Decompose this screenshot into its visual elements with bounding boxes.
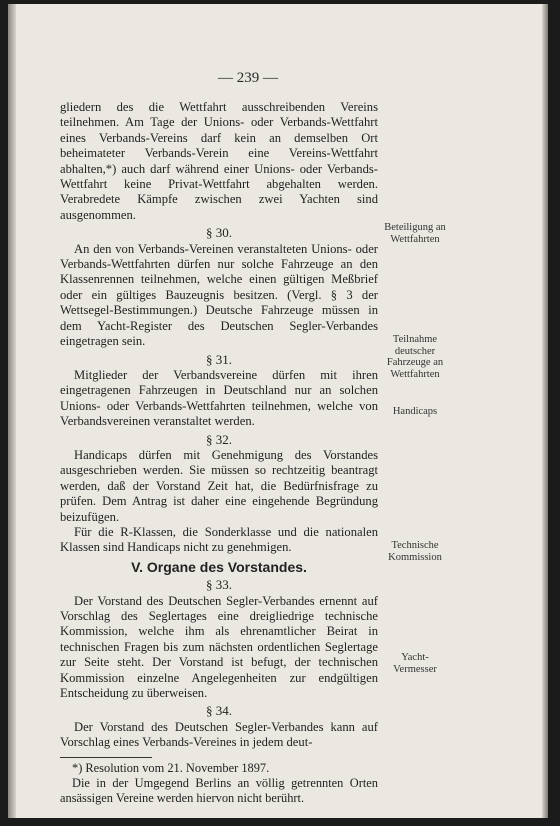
margin-note-teilnahme: Teilnahme deutscher Fahrzeuge an Wettfahrten [386, 334, 444, 380]
section-32-text-b: Für die R-Klassen, die Sonderklasse und die nationalen Klassen sind Handicaps nicht zu genehmigen. [60, 524, 378, 555]
section-33-heading: § 33. [206, 577, 232, 593]
section-31-text: Mitglieder der Verbandsvereine dürfen mit ihren eingetragenen Fahrzeugen in Deutschland nur an solchen Unions- oder Verbands-Wettfahrten teilnehmen, welche von Verbandsvereinen veranstaltet werden. [60, 367, 378, 429]
section-32-text-a: Handicaps dürfen mit Genehmigung des Vorstandes ausgeschrieben werden. Sie müssen so rechtzeitig beantragt werden, daß der Vorstand Zeit hat, die Bedürfnisfrage zu prüfen. Dem Antrag ist daher eine eingehende Begründung beizufügen. [60, 447, 378, 524]
margin-note-vermesser: Yacht-Vermesser [393, 652, 437, 675]
footnote-rule [60, 757, 152, 758]
section-30-text: An den von Verbands-Vereinen veranstalteten Unions- oder Verbands-Wettfahrten dürfen nur solche Fahrzeuge an den Klassenrennen teilnehmen, welche einen gültigen Meßbrief oder ein gültiges Bauzeugnis besitzen. (Vergl. § 3 der Wettsegel-Bestimmungen.) Deutsche Fahrzeuge müssen in dem Yacht-Register des Deutschen Segler-Verbandes eingetragen sein. [60, 241, 378, 349]
main-text-column [60, 100, 378, 806]
paragraph-continuation: gliedern des die Wettfahrt ausschreibenden Vereins teilnehmen. Am Tage der Unions- oder Verbands-Wettfahrt eines Verbands-Vereins darf kein an demselben Ort beheimateter Verbands-Verein eine Vereins-Wettfahrt abhalten,*) auch darf während einer Unions- oder Verbands-Wettfahrt keine Privat-Wettfahrt abgehalten werden. Verabredete Kämpfe zwischen zwei Yachten sind ausgenommen. [60, 100, 378, 222]
section-32-heading: § 32. [206, 431, 232, 447]
footnote [60, 761, 378, 806]
section-34-heading: § 34. [206, 703, 232, 719]
margin-note-kommission: Technische Kommission [388, 540, 442, 563]
page-number: — 239 — [218, 70, 278, 86]
margin-note-beteiligung: Beteiligung an Wettfahrten [384, 222, 446, 245]
section-31-heading: § 31. [206, 351, 232, 367]
footnote-line-2: Die in der Umgegend Berlins an völlig getrennten Orten ansässigen Vereine werden hiervon nicht berührt. [60, 775, 378, 805]
section-34-text: Der Vorstand des Deutschen Segler-Verbandes kann auf Vorschlag eines Verbands-Vereines in jedem deut- [60, 719, 378, 750]
chapter-heading: V. Organe des Vorstandes. [131, 558, 307, 575]
page-edge-shadow [542, 4, 548, 818]
section-30-heading: § 30. [206, 225, 232, 241]
margin-note-handicaps: Handicaps [392, 406, 438, 417]
footnote-line-1: *) Resolution vom 21. November 1897. [72, 760, 270, 775]
page-gutter-shadow [8, 4, 16, 818]
section-33-text: Der Vorstand des Deutschen Segler-Verbandes ernennt auf Vorschlag des Seglertages eine dreigliedrige technische Kommission, welche ihm als ehrenamtlicher Beirat in technischen Fragen bis zum nächsten ordentlichen Seglertage zur Seite steht. Der Vorstand ist befugt, der technischen Kommission einzelne Angelegenheiten zur endgültigen Entscheidung zu überweisen. [60, 593, 378, 701]
book-page [8, 4, 548, 818]
